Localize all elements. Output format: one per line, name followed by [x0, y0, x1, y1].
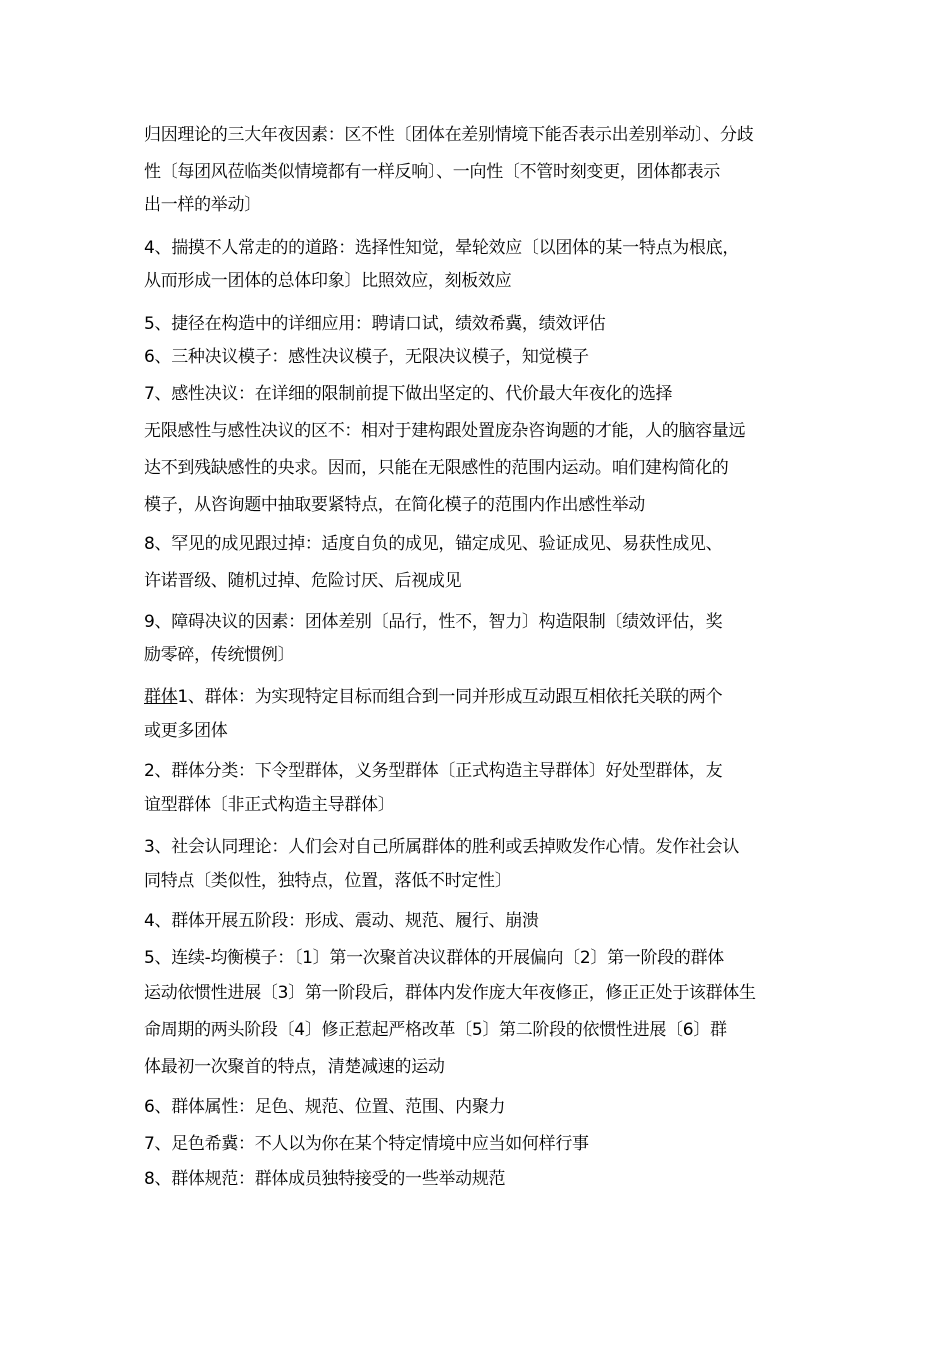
text-line: 4、揣摸不人常走的的道路：选择性知觉，晕轮效应〔以团体的某一特点为根底，: [144, 238, 740, 258]
text-line: 性〔每团风莅临类似情境都有一样反响〕、一向性〔不管时刻变更，团体都表示: [144, 162, 720, 182]
text-line: 归因理论的三大年夜因素：区不性〔团体在差别情境下能否表示出差别举动〕、分歧: [144, 125, 754, 145]
text-line: 6、群体属性：足色、规范、位置、范围、内聚力: [144, 1097, 506, 1117]
section-heading: 群体: [144, 687, 178, 707]
text-line: 3、社会认同理论：人们会对自己所属群体的胜利或丢掉败发作心情。发作社会认: [144, 837, 740, 857]
text-line: 命周期的两头阶段〔4〕修正惹起严格改革〔5〕第二阶段的依惯性进展〔6〕群: [144, 1020, 727, 1040]
text-line: 许诺晋级、随机过掉、危险讨厌、后视成见: [144, 571, 462, 591]
text-line: 8、罕见的成见跟过掉：适度自负的成见，锚定成见、验证成见、易获性成见、: [144, 534, 723, 554]
text-line: 7、足色希冀：不人以为你在某个特定情境中应当如何样行事: [144, 1134, 589, 1154]
text-line: 达不到残缺感性的央求。因而，只能在无限感性的范围内运动。咱们建构简化的: [144, 458, 729, 478]
text-line: 同特点〔类似性，独特点，位置，落低不时定性〕: [144, 871, 512, 891]
text-line: 无限感性与感性决议的区不：相对于建构跟处置庞杂咨询题的才能，人的脑容量远: [144, 421, 746, 441]
text-line: 谊型群体〔非正式构造主导群体〕: [144, 795, 395, 815]
text-line: 体最初一次聚首的特点，清楚减速的运动: [144, 1057, 445, 1077]
text-line-content: 1、群体：为实现特定目标而组合到一同并形成互动跟互相依托关联的两个: [177, 687, 723, 707]
text-line: 从而形成一团体的总体印象〕比照效应，刻板效应: [144, 271, 512, 291]
text-line: 2、群体分类：下令型群体，义务型群体〔正式构造主导群体〕好处型群体，友: [144, 761, 723, 781]
text-line: 9、障碍决议的因素：团体差别〔品行，性不，智力〕构造限制〔绩效评估，奖: [144, 612, 723, 632]
text-line: 或更多团体: [144, 721, 228, 741]
text-line: 出一样的举动〕: [144, 195, 261, 215]
text-line: [144, 686, 722, 708]
text-line: 7、感性决议：在详细的限制前提下做出坚定的、代价最大年夜化的选择: [144, 384, 673, 404]
text-line: 6、三种决议模子：感性决议模子，无限决议模子，知觉模子: [144, 347, 589, 367]
text-line: 模子，从咨询题中抽取要紧特点，在简化模子的范围内作出感性举动: [144, 495, 645, 515]
text-line: 4、群体开展五阶段：形成、震动、规范、履行、崩溃: [144, 911, 539, 931]
text-line: 5、连续-均衡模子：〔1〕第一次聚首决议群体的开展偏向〔2〕第一阶段的群体: [144, 948, 724, 968]
text-line: 8、群体规范：群体成员独特接受的一些举动规范: [144, 1169, 506, 1189]
text-line: 5、捷径在构造中的详细应用：聘请口试，绩效希冀，绩效评估: [144, 314, 606, 334]
text-line: 运动依惯性进展〔3〕第一阶段后，群体内发作庞大年夜修正，修正正处于该群体生: [144, 983, 756, 1003]
text-line: 励零碎，传统惯例〕: [144, 645, 295, 665]
